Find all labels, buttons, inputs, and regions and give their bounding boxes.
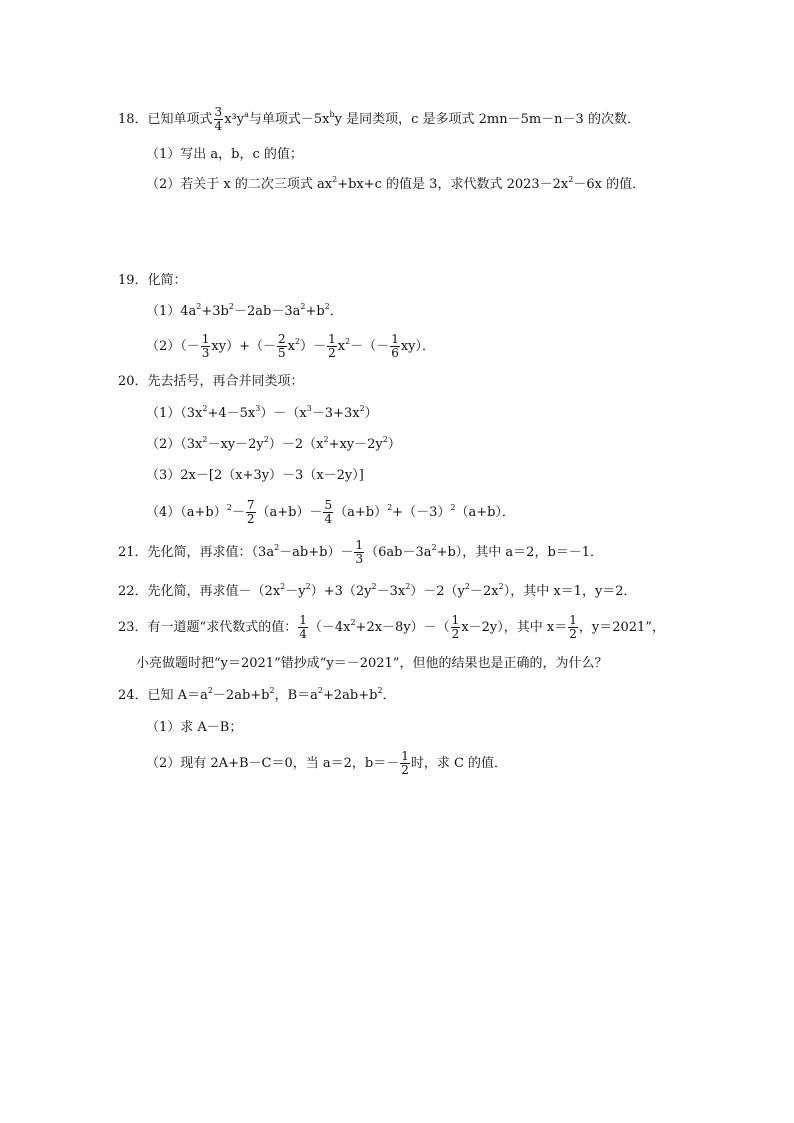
problem-20-part-2: $(2)(3x^2-xy-2y^2)-2(x^2+xy-2y^2)$ — [146, 435, 401, 452]
fraction: $\frac{1}{2}$ — [328, 332, 336, 360]
problem-20-title: 20．先去括号，再合并同类项： — [118, 374, 304, 389]
fraction: $\frac{1}{4}$ — [299, 613, 307, 641]
problem-23-line-2: 小亮做题时把“y＝2021”错抄成“y＝－2021”，但他的结果也是正确的，为什么？ — [136, 656, 608, 671]
problem-20-part-1: $(1)(3x^2+4-5x^3)-(x^3-3+3x^2)$ — [146, 404, 378, 421]
problem-24-part-2: （2）现有 2A+B－C＝0，当 a＝2，b＝－ $\frac{1}{2}$ 时，求 C 的值． — [146, 749, 508, 777]
problem-19-title: 19．化简： — [118, 273, 187, 288]
fraction: $\frac{1}{2}$ — [451, 613, 460, 641]
problem-24-part-1: （1）求 A－B； — [146, 720, 243, 735]
fraction: $\frac{2}{5}$ — [278, 332, 286, 360]
problem-23-statement: 23．有一道题“求代数式的值： $\frac{1}{4}$ $(-4x^2+2x-8y)-$（ $\frac{1}{2}$ x－2y），其中 x＝ $\frac{1}{2}$ ，y＝2021”， — [118, 613, 665, 641]
problem-19-part-1: $(1)4a^2+3b^2-2ab-3a^2+b^2$． — [146, 302, 343, 319]
problem-18-part-2: （2）若关于 x 的二次三项式 $ax^2+bx+c$ 的值是 3，求代数式 $2023-2x^2-6x$ 的值． — [146, 175, 646, 192]
problem-22: 22．先化简，再求值$-(2x^2-y^2)+3(2y^2-3x^2)-2(y^2-2x^2)$，其中 x＝1，y＝2． — [118, 582, 637, 599]
fraction: $\frac{7}{2}$ — [246, 498, 255, 526]
problem-19-part-2: （2）（－ $\frac{1}{3}$ xy）+（－ $\frac{2}{5}$ $x^2)-$ $\frac{1}{2}$ $x^2-(-$ $\frac{1}{6}$ xy）． — [146, 332, 436, 360]
problem-18-part-1: （1）写出 a，b，c 的值； — [146, 147, 303, 162]
problem-21: 21．先化简，再求值：$(3a^2-ab+b)-$ $\frac{1}{3}$ $(6ab-3a^2+b)$，其中 a＝2，b＝－1． — [118, 538, 604, 566]
problem-24-statement: 24．已知 $A=a^2-2ab+b^2$，$B=a^2+2ab+b^2$． — [118, 686, 396, 703]
fraction: $\frac{1}{2}$ — [569, 613, 577, 641]
fraction: $\frac{5}{4}$ — [324, 498, 333, 526]
fraction: $\frac{1}{6}$ — [391, 332, 399, 360]
problem-20-part-3: （3）2x－[2（x+3y）－3（x－2y）] — [146, 468, 364, 483]
fraction: $\frac{1}{3}$ — [355, 538, 364, 566]
problem-18-statement: 18．已知单项式 $\frac{3}{4}$ $x^3y^a$与单项式$-5x^by$ 是同类项，c 是多项式 2mn－5m－n－3 的次数． — [118, 105, 640, 133]
fraction: $\frac{1}{2}$ — [401, 749, 409, 777]
fraction: $\frac{1}{3}$ — [201, 332, 210, 360]
problem-20-part-4: $(4)(a+b)^2-$ $\frac{7}{2}$ （a+b）－ $\frac{5}{4}$ $(a+b)^2+(-3)^2(a+b)$． — [146, 498, 515, 526]
fraction: $\frac{3}{4}$ — [214, 105, 223, 133]
